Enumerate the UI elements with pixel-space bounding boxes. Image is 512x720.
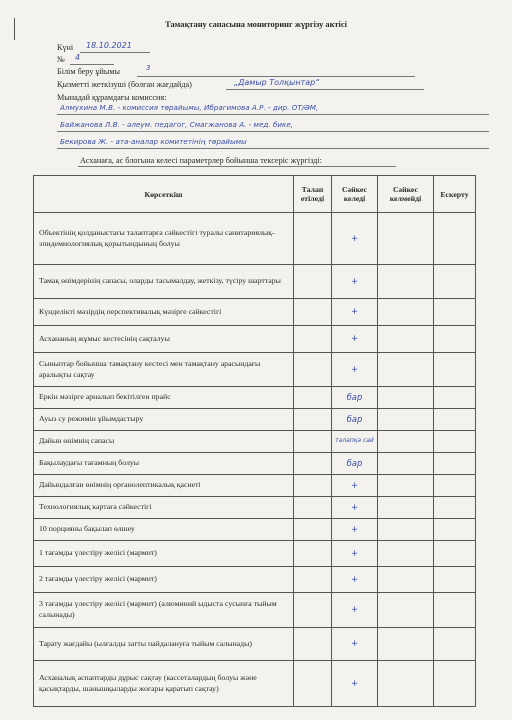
indicator-cell: Тамақ өнімдерінің сапасы, оларды тасымалдау, жеткізу, түсіру шарттары (34, 265, 294, 299)
table-row (34, 265, 476, 299)
noncompliant-cell (378, 326, 434, 353)
compliant-mark: + (332, 593, 378, 628)
indicator-cell: 10 порцияны бақылап өлшеу (34, 519, 294, 541)
required-cell (294, 213, 332, 265)
compliant-mark: + (332, 475, 378, 497)
table-row (34, 475, 476, 497)
header-compliant: Сәйкес келеді (332, 176, 378, 213)
required-cell (294, 661, 332, 707)
required-cell (294, 387, 332, 409)
note-cell (434, 519, 476, 541)
indicator-cell: Асханалық аспаптарды дұрыс сақтау (кассеталардың болуы және қасықтарды, шанышқыларды жоғары қаратып сақтау) (34, 661, 294, 707)
commission-underline-3 (57, 148, 489, 149)
table-row (34, 353, 476, 387)
note-cell (434, 497, 476, 519)
table-row (34, 661, 476, 707)
table-row (34, 431, 476, 453)
required-cell (294, 431, 332, 453)
note-cell (434, 387, 476, 409)
noncompliant-cell (378, 299, 434, 326)
noncompliant-cell (378, 453, 434, 475)
required-cell (294, 628, 332, 661)
noncompliant-cell (378, 353, 434, 387)
noncompliant-cell (378, 387, 434, 409)
note-cell (434, 431, 476, 453)
school-label: Білім беру ұйымы (57, 67, 121, 76)
required-cell (294, 567, 332, 593)
table-row (34, 628, 476, 661)
required-cell (294, 353, 332, 387)
table-row (34, 453, 476, 475)
table-row (34, 213, 476, 265)
commission-line-3: Бекирова Ж. - ата-аналар комитетінің төрайымы (60, 137, 247, 146)
intro-underline (78, 166, 396, 167)
compliant-mark: + (332, 326, 378, 353)
note-cell (434, 593, 476, 628)
note-cell (434, 567, 476, 593)
noncompliant-cell (378, 431, 434, 453)
noncompliant-cell (378, 541, 434, 567)
noncompliant-cell (378, 567, 434, 593)
noncompliant-cell (378, 593, 434, 628)
date-label: Күні (57, 43, 74, 52)
noncompliant-cell (378, 497, 434, 519)
commission-line-1: Алмухина М.В. - комиссия төрайымы, Ибрагимова А.Р. - дир. ОТ/ӘМ, (60, 103, 319, 112)
indicator-cell: Күнделікті мәзірдің перспективалық мәзірге сәйкестігі (34, 299, 294, 326)
table-row (34, 567, 476, 593)
compliant-mark: бар (332, 409, 378, 431)
compliant-mark: + (332, 628, 378, 661)
note-cell (434, 213, 476, 265)
required-cell (294, 519, 332, 541)
note-cell (434, 353, 476, 387)
note-cell (434, 661, 476, 707)
compliant-mark: + (332, 541, 378, 567)
supplier-label: Қызметті жеткізуші (болған жағдайда) (57, 80, 192, 89)
table-header-row (34, 176, 476, 213)
commission-underline-2 (57, 131, 489, 132)
required-cell (294, 265, 332, 299)
indicator-cell: 1 тағамды үлестіру желісі (мармит) (34, 541, 294, 567)
noncompliant-cell (378, 628, 434, 661)
note-cell (434, 326, 476, 353)
school-value: 3 (146, 64, 151, 72)
commission-label: Мынадай құрамдағы комиссия: (57, 93, 167, 102)
commission-line-2: Байжанова Л.В. - әлеум. педагог, Смагжанова А. - мед. бике, (60, 120, 294, 129)
indicator-cell: 2 тағамды үлестіру желісі (мармит) (34, 567, 294, 593)
header-indicator: Көрсеткіш (34, 176, 294, 213)
indicator-cell: Тарату жағдайы (ылғалды затты пайдалануға тыйым салынады) (34, 628, 294, 661)
number-label: № (57, 55, 65, 64)
indicator-cell: Дайындалған өнімнің органолептикалық қасиеті (34, 475, 294, 497)
compliant-mark: + (332, 661, 378, 707)
note-cell (434, 541, 476, 567)
note-cell (434, 409, 476, 431)
compliant-mark: бар (332, 453, 378, 475)
supplier-underline (226, 89, 424, 90)
number-underline (70, 64, 114, 65)
supplier-value: „Дамыр Толқынтар“ (234, 78, 320, 87)
table-row (34, 497, 476, 519)
indicator-cell: Асхананың жұмыс кестесінің сақталуы (34, 326, 294, 353)
noncompliant-cell (378, 475, 434, 497)
compliant-mark: бар (332, 387, 378, 409)
compliant-mark: + (332, 519, 378, 541)
required-cell (294, 453, 332, 475)
required-cell (294, 541, 332, 567)
note-cell (434, 299, 476, 326)
table-row (34, 593, 476, 628)
table-row (34, 409, 476, 431)
noncompliant-cell (378, 213, 434, 265)
compliant-mark: + (332, 353, 378, 387)
noncompliant-cell (378, 519, 434, 541)
note-cell (434, 475, 476, 497)
header-note: Ескерту (434, 176, 476, 213)
compliant-mark: + (332, 567, 378, 593)
required-cell (294, 326, 332, 353)
table-row (34, 326, 476, 353)
indicator-cell: Объектінің қолданыстағы талаптарға сәйкестігі туралы санитариялық-эпидемиологиялық қорытындының болуы (34, 213, 294, 265)
required-cell (294, 299, 332, 326)
noncompliant-cell (378, 409, 434, 431)
school-underline (137, 76, 415, 77)
indicator-cell: Сыныптар бойынша тамақтану кестесі мен тамақтану арасындағы аралықты сақтау (34, 353, 294, 387)
indicator-cell: Еркін мәзірге арналып бекітілген прайс (34, 387, 294, 409)
date-value: 18.10.2021 (86, 41, 132, 50)
noncompliant-cell (378, 265, 434, 299)
number-value: 4 (75, 53, 81, 62)
noncompliant-cell (378, 661, 434, 707)
header-required: Талап етіледі (294, 176, 332, 213)
compliant-mark: + (332, 213, 378, 265)
compliant-mark: + (332, 265, 378, 299)
compliant-mark: + (332, 299, 378, 326)
date-underline (80, 52, 150, 53)
header-noncompliant: Сәйкес келмейді (378, 176, 434, 213)
intro-text: Асханаға, ас блогына келесі параметрлер бойынша тексеріс жүргізді: (80, 156, 322, 165)
indicator-cell: Технологиялық картаға сәйкестігі (34, 497, 294, 519)
table-row (34, 387, 476, 409)
required-cell (294, 497, 332, 519)
required-cell (294, 593, 332, 628)
indicator-cell: 3 тағамды үлестіру желісі (мармит) (алюминий ыдыста сусынға тыйым салынады) (34, 593, 294, 628)
table-row (34, 541, 476, 567)
indicator-cell: Дайын өнімнің сапасы (34, 431, 294, 453)
commission-underline-1 (57, 114, 489, 115)
note-cell (434, 453, 476, 475)
compliant-mark: + (332, 497, 378, 519)
table-row (34, 299, 476, 326)
note-cell (434, 628, 476, 661)
document-title: Тамақтану сапасына мониторинг жүргізу актісі (165, 20, 347, 29)
note-cell (434, 265, 476, 299)
indicator-cell: Ауыз су режимін ұйымдастыру (34, 409, 294, 431)
monitoring-table (33, 175, 476, 707)
indicator-cell: Бақылаудағы тағамның болуы (34, 453, 294, 475)
compliant-mark: талапқа сай (332, 431, 378, 453)
required-cell (294, 475, 332, 497)
required-cell (294, 409, 332, 431)
table-row (34, 519, 476, 541)
